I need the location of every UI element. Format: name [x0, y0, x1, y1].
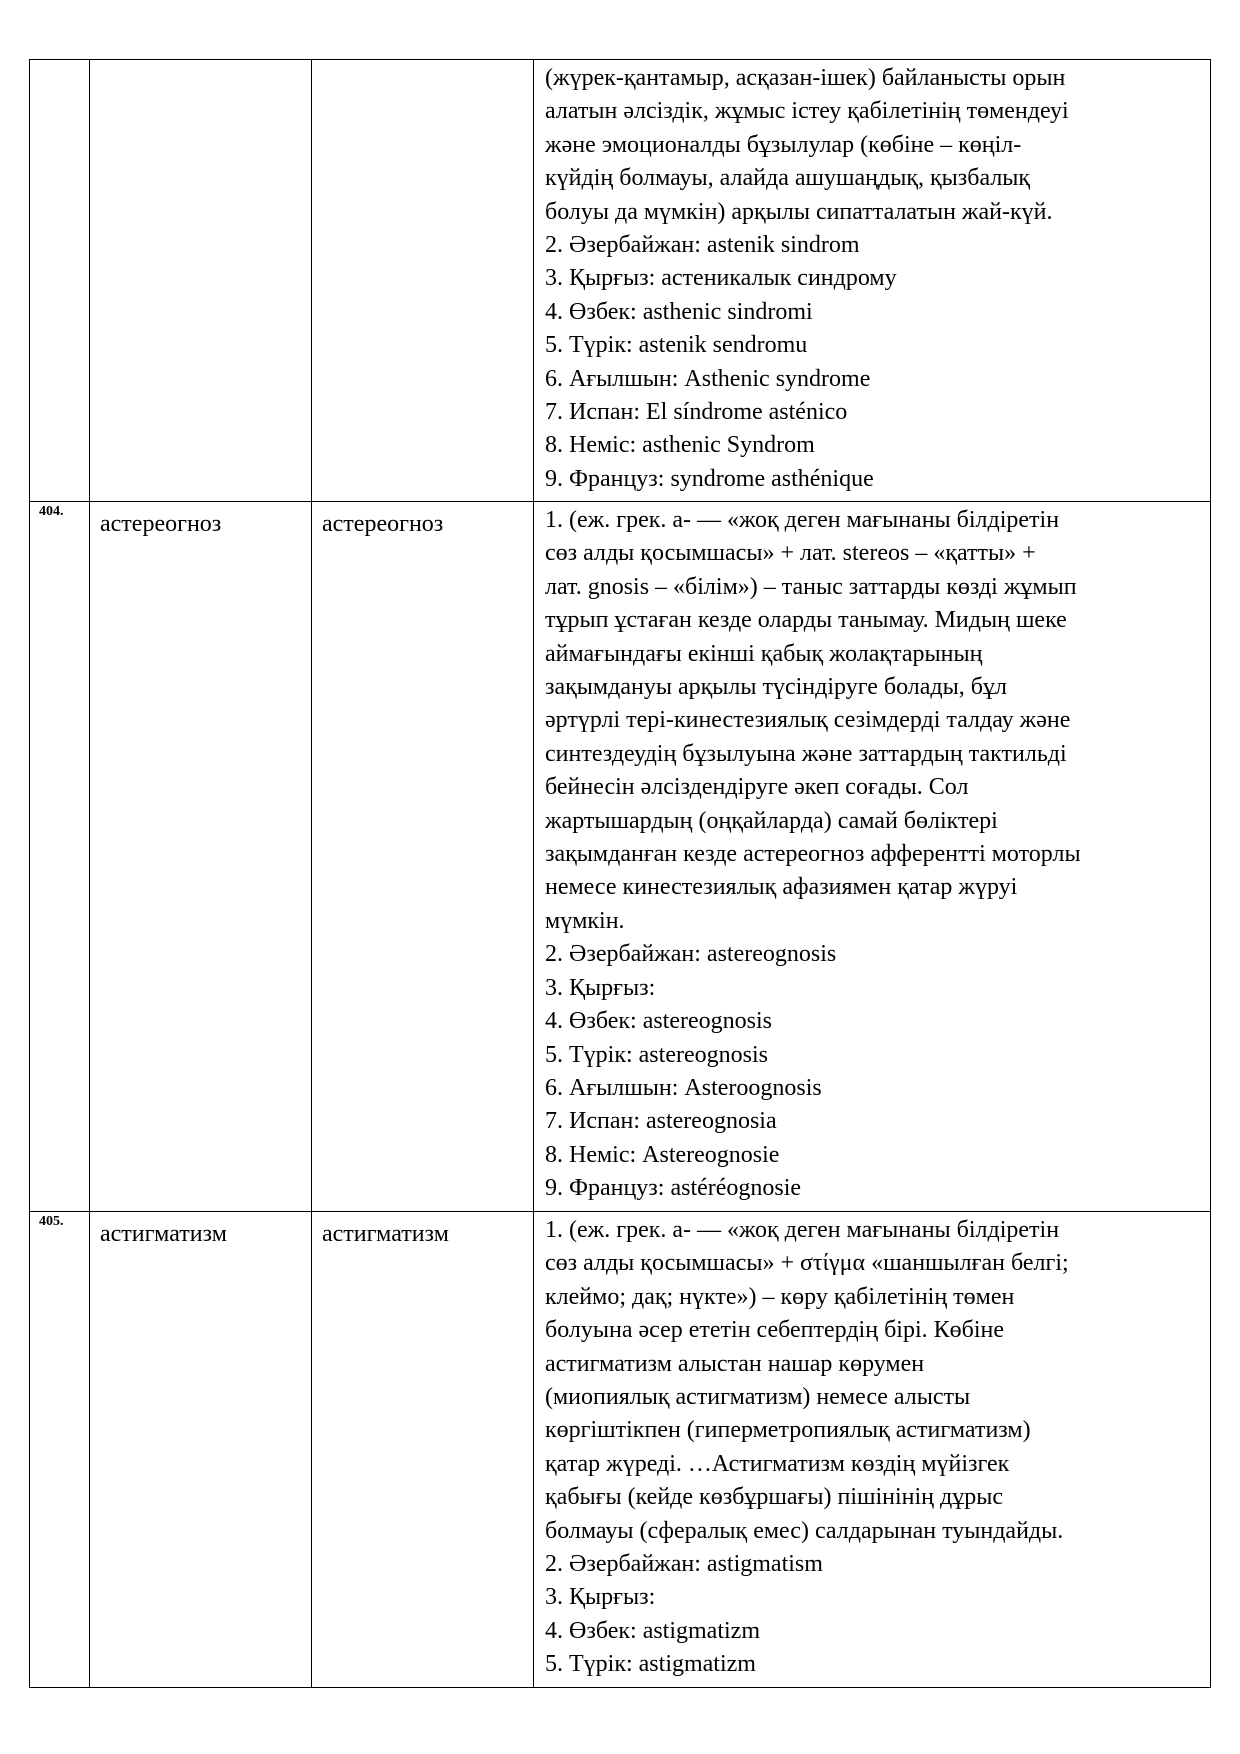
- definition-line: алатын әлсіздік, жұмыс істеу қабілетінің төмендеуі: [545, 98, 1069, 125]
- translation-german: 8. Неміс: asthenic Syndrom: [545, 432, 815, 459]
- definition-line: болуына әсер ететін себептердің бірі. Көбіне: [545, 1317, 1004, 1344]
- translation-turkish: 5. Түрік: astereognosis: [545, 1041, 768, 1068]
- kazakh-term: астигматизм: [90, 1212, 312, 1688]
- translation-french: 9. Француз: astéréognosie: [545, 1175, 802, 1202]
- kazakh-term: астереогноз: [90, 502, 312, 1212]
- translation-uzbek: 4. Өзбек: astereognosis: [545, 1008, 772, 1035]
- definition-line: тұрып ұстаған кезде оларды танымау. Мидың шеке: [545, 607, 1067, 634]
- russian-term: астигматизм: [312, 1212, 534, 1688]
- definition-line: бейнесін әлсіздендіруге әкеп соғады. Сол: [545, 774, 969, 801]
- definition-line: және эмоционалды бұзылулар (көбіне – көңіл-: [545, 131, 1022, 158]
- definition-line: (миопиялық астигматизм) немесе алысты: [545, 1384, 971, 1411]
- definition-line: 1. (еж. грек. а- — «жоқ деген мағынаны білдіретін: [545, 507, 1060, 533]
- translation-turkish: 5. Түрік: astenik sendromu: [545, 332, 808, 359]
- definition-line: астигматизм алыстан нашар көрумен: [545, 1350, 925, 1377]
- definition-line: лат. gnosis – «білім») – таныс заттарды көзді жұмып: [545, 573, 1077, 600]
- definition-line: 1. (еж. грек. а- — «жоқ деген мағынаны білдіретін: [545, 1217, 1060, 1243]
- entry-number: 404.: [30, 502, 90, 1212]
- definition-line: мүмкін.: [545, 907, 625, 934]
- definition-line: қабығы (кейде көзбұршағы) пішінінің дұрыс: [545, 1484, 1003, 1511]
- entry-number: [30, 60, 90, 502]
- table-row: [30, 60, 1211, 502]
- kazakh-term: [90, 60, 312, 502]
- definition-line: болуы да мүмкін) арқылы сипатталатын жай-күй.: [545, 198, 1053, 225]
- definition-line: зақымданған кезде астереогноз афферентті моторлы: [545, 841, 1081, 868]
- definition-line: қатар жүреді. …Астигматизм көздің мүйізгек: [545, 1450, 1010, 1477]
- translation-kyrgyz: 3. Қырғыз: астеникалык синдрому: [545, 265, 897, 292]
- definition-cell: [534, 60, 1211, 502]
- table-row: [30, 1212, 1211, 1688]
- definition-line: синтездеудің бұзылуына және заттардың тактильді: [545, 740, 1067, 767]
- definition-line: сөз алды қосымшасы» + лат. stereos – «қатты» +: [545, 540, 1036, 567]
- definition-line: күйдің болмауы, алайда ашушаңдық, қызбалық: [545, 165, 1031, 192]
- russian-term: [312, 60, 534, 502]
- table-row: [30, 502, 1211, 1212]
- translation-kyrgyz: 3. Қырғыз:: [545, 1584, 656, 1611]
- translation-azerbaijani: 2. Әзербайжан: astigmatism: [545, 1551, 823, 1578]
- translation-kyrgyz: 3. Қырғыз:: [545, 974, 656, 1001]
- translation-turkish: 5. Түрік: astigmatizm: [545, 1651, 756, 1678]
- definition-line: (жүрек-қантамыр, асқазан-ішек) байланысты орын: [545, 65, 1066, 91]
- translation-azerbaijani: 2. Әзербайжан: astenik sindrom: [545, 232, 860, 259]
- russian-term: астереогноз: [312, 502, 534, 1212]
- definition-line: клеймо; дақ; нүкте») – көру қабілетінің төмен: [545, 1283, 1015, 1310]
- entry-number: 405.: [30, 1212, 90, 1688]
- translation-english: 6. Ағылшын: Asteroognosis: [545, 1074, 822, 1101]
- definition-line: болмауы (сфералық емес) салдарынан туындайды.: [545, 1517, 1064, 1544]
- definition-line: немесе кинестезиялық афазиямен қатар жүруі: [545, 874, 1018, 901]
- translation-uzbek: 4. Өзбек: astigmatizm: [545, 1617, 760, 1644]
- definition-line: аймағындағы екінші қабық жолақтарының: [545, 640, 983, 667]
- translation-english: 6. Ағылшын: Asthenic syndrome: [545, 365, 871, 392]
- translation-spanish: 7. Испан: El síndrome asténico: [545, 399, 848, 426]
- definition-line: көргіштікпен (гиперметропиялық астигматизм): [545, 1417, 1031, 1444]
- definition-cell: [534, 502, 1211, 1212]
- translation-french: 9. Француз: syndrome asthénique: [545, 465, 874, 492]
- definition-line: сөз алды қосымшасы» + στίγμα «шаншылған белгі;: [545, 1250, 1069, 1277]
- translation-spanish: 7. Испан: astereognosia: [545, 1108, 777, 1135]
- translation-azerbaijani: 2. Әзербайжан: astereognosis: [545, 941, 837, 968]
- definition-line: жартышардың (оңқайларда) самай бөліктері: [545, 807, 998, 834]
- dictionary-table: [29, 59, 1211, 1688]
- definition-line: әртүрлі тері-кинестезиялық сезімдерді талдау және: [545, 707, 1071, 734]
- definition-cell: [534, 1212, 1211, 1688]
- translation-german: 8. Неміс: Astereognosie: [545, 1141, 780, 1168]
- translation-uzbek: 4. Өзбек: asthenic sindromi: [545, 298, 813, 325]
- definition-line: зақымдануы арқылы түсіндіруге болады, бұл: [545, 674, 1007, 701]
